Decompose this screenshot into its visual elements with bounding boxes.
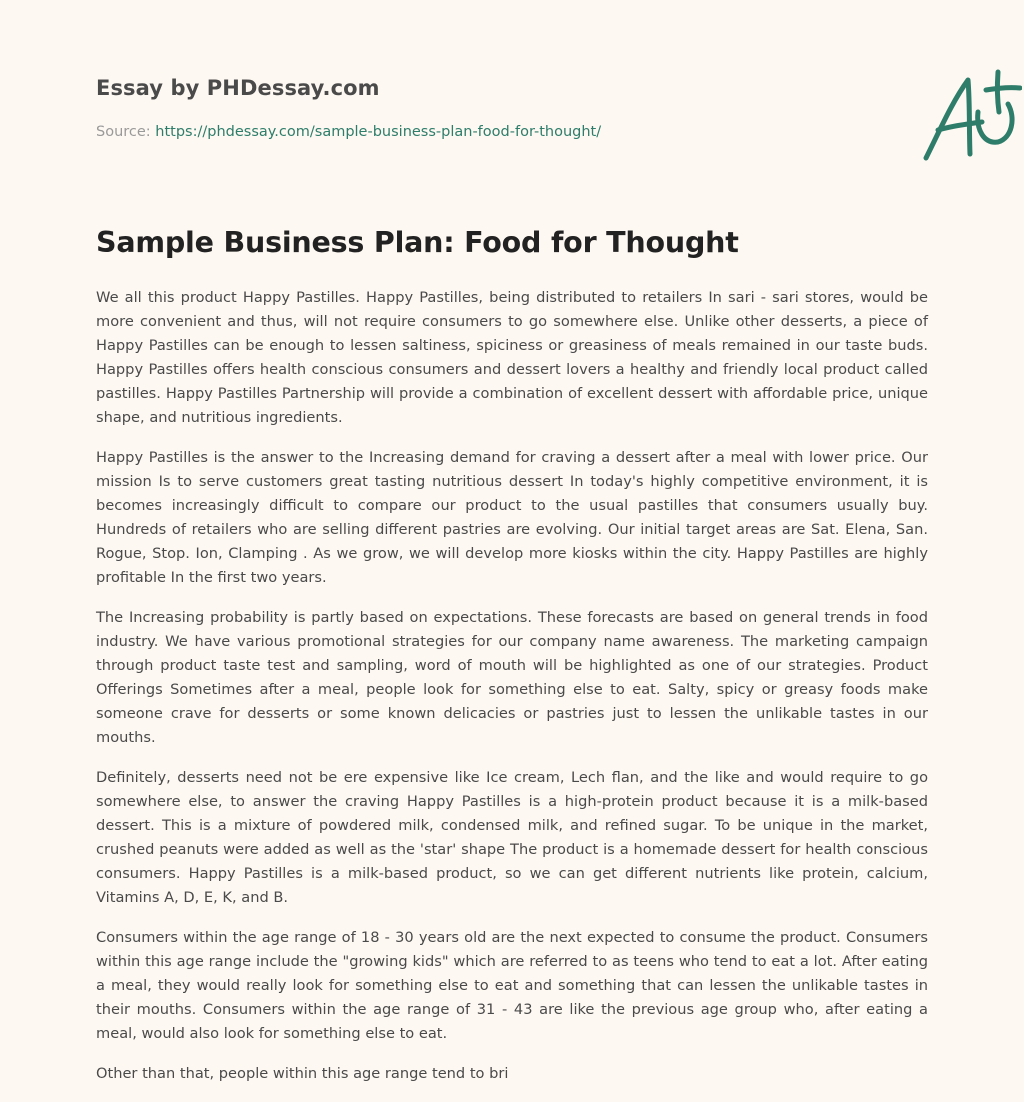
- essay-paragraph: We all this product Happy Pastilles. Happy Pastilles, being distributed to retailers In sari - sari stores, would be more convenient and thus, will not require consumers to go somewhere else. Unlike other desserts, a piece of Happy Pastilles can be enough to lessen saltiness, spiciness or greasiness of meals remained in our taste buds. Happy Pastilles offers health conscious consumers and dessert lovers a healthy and friendly local product called pastilles. Happy Pastilles Partnership will provide a combination of excellent dessert with affordable price, unique shape, and nutritious ingredients.: [96, 289, 928, 426]
- site-brand: Essay by PHDessay.com: [96, 76, 380, 100]
- essay-title: Sample Business Plan: Food for Thought: [96, 226, 739, 259]
- essay-paragraph: Definitely, desserts need not be ere expensive like Ice cream, Lech flan, and the like and would require to go somewhere else, to answer the craving Happy Pastilles is a high-protein product because it is a milk-based dessert. This is a mixture of powdered milk, condensed milk, and refined sugar. To be unique in the market, crushed peanuts were added as well as the 'star' shape The product is a homemade dessert for health conscious consumers. Happy Pastilles is a milk-based product, so we can get different nutrients like protein, calcium, Vitamins A, D, E, K, and B.: [96, 769, 928, 906]
- source-line: [96, 124, 601, 140]
- essay-paragraph: The Increasing probability is partly based on expectations. These forecasts are based on general trends in food industry. We have various promotional strategies for our company name awareness. The marketing campaign through product taste test and sampling, word of mouth will be highlighted as one of our strategies. Product Offerings Sometimes after a meal, people look for something else to eat. Salty, spicy or greasy foods make someone crave for desserts or some known delicacies or pastries just to lessen the unlikable tastes in our mouths.: [96, 609, 928, 746]
- essay-paragraph: Other than that, people within this age range tend to bri: [96, 1065, 509, 1082]
- source-link[interactable]: https://phdessay.com/sample-business-plan-food-for-thought/: [155, 124, 602, 140]
- source-label: Source:: [96, 124, 151, 140]
- essay-paragraph: Happy Pastilles is the answer to the Increasing demand for craving a dessert after a meal with lower price. Our mission Is to serve customers great tasting nutritious dessert In today's highly competitive environment, it is becomes increasingly difficult to compare our product to the usual pastilles that consumers usually buy. Hundreds of retailers who are selling different pastries are evolving. Our initial target areas are Sat. Elena, San. Rogue, Stop. Ion, Clamping . As we grow, we will develop more kiosks within the city. Happy Pastilles are highly profitable In the first two years.: [96, 449, 928, 586]
- essay-paragraph: Consumers within the age range of 18 - 30 years old are the next expected to consume the product. Consumers within this age range include the "growing kids" which are referred to as teens who tend to eat a lot. After eating a meal, they would really look for something else to eat and something that can lessen the unlikable tastes in their mouths. Consumers within the age range of 31 - 43 are like the previous age group who, after eating a meal, would also look for something else to eat.: [96, 929, 928, 1042]
- a-plus-grade-icon: [918, 68, 1022, 164]
- essay-body: [96, 286, 928, 1102]
